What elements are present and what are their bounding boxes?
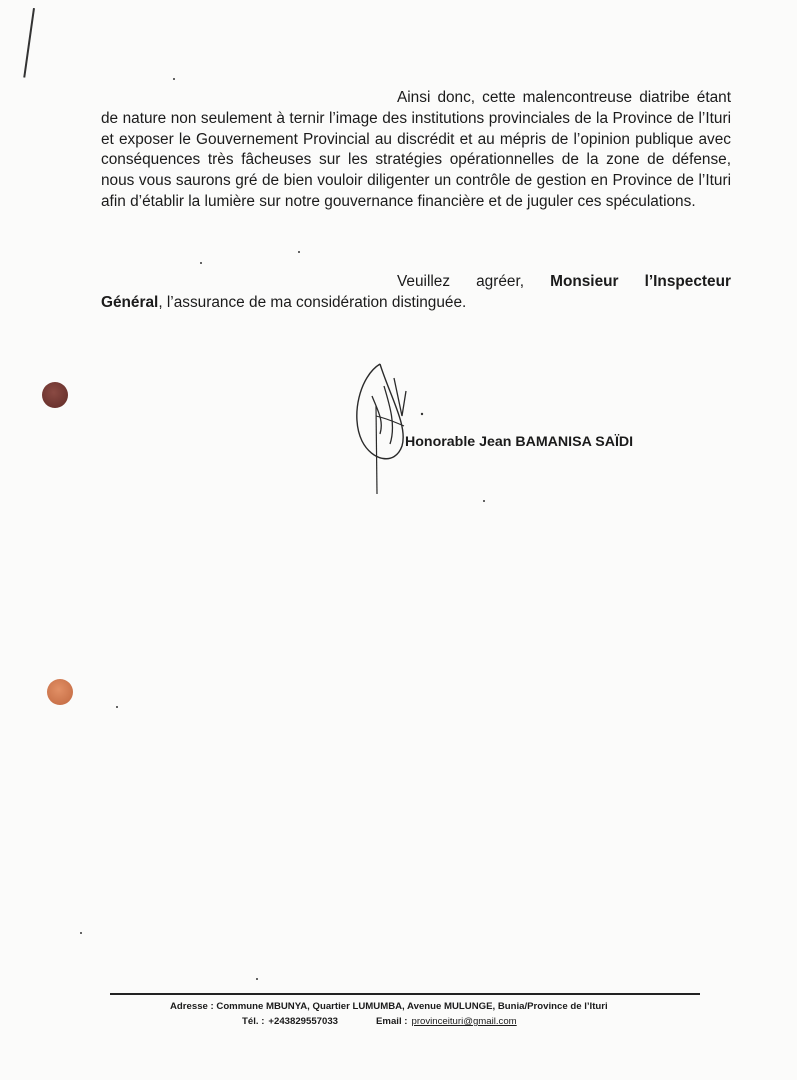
salutation-addressee: Monsieur l’Inspecteur Général xyxy=(101,273,731,311)
handwritten-signature xyxy=(350,356,430,496)
paper-speck xyxy=(298,251,300,253)
paper-speck xyxy=(256,978,258,980)
paper-speck xyxy=(80,932,82,934)
margin-pen-stroke xyxy=(23,8,35,78)
salutation-end: , l’assurance de ma considération distinguée. xyxy=(158,293,467,311)
paper-speck xyxy=(116,706,118,708)
paper-speck xyxy=(483,500,485,502)
closing-paragraph: Ainsi donc, cette malencontreuse diatribe étant de nature non seulement à ternir l’image des institutions provinciales de la Province de l’Ituri et exposer le Gouvernement Provincial au discrédit et au mépris de l’opinion publique avec conséquences très fâcheuses sur les stratégies opérationnelles de la zone de défense, nous vous saurons gré de bien vouloir diligenter un contrôle de gestion en Province de l’Ituri afin d’établir la lumière sur notre gouvernance financière et de juguler ces spéculations. xyxy=(101,89,731,210)
signatory-name: Honorable Jean BAMANISA SAÏDI xyxy=(405,434,634,450)
footer-contact xyxy=(242,1016,517,1027)
punch-hole-top xyxy=(42,382,68,408)
tel-label: Tél. : xyxy=(242,1016,265,1027)
footer-address: Adresse : Commune MBUNYA, Quartier LUMUMBA, Avenue MULUNGE, Bunia/Province de l’Ituri xyxy=(170,1001,608,1012)
tel-value: +243829557033 xyxy=(268,1016,339,1027)
paper-speck xyxy=(200,262,202,264)
email-label: Email : xyxy=(376,1016,408,1027)
salutation-start: Veuillez agréer, xyxy=(397,273,525,290)
paper-speck xyxy=(173,78,175,80)
punch-hole-bottom xyxy=(47,679,73,705)
salutation-paragraph xyxy=(101,272,731,314)
email-link[interactable]: provinceituri@gmail.com xyxy=(411,1016,517,1027)
footer-divider xyxy=(110,993,700,995)
